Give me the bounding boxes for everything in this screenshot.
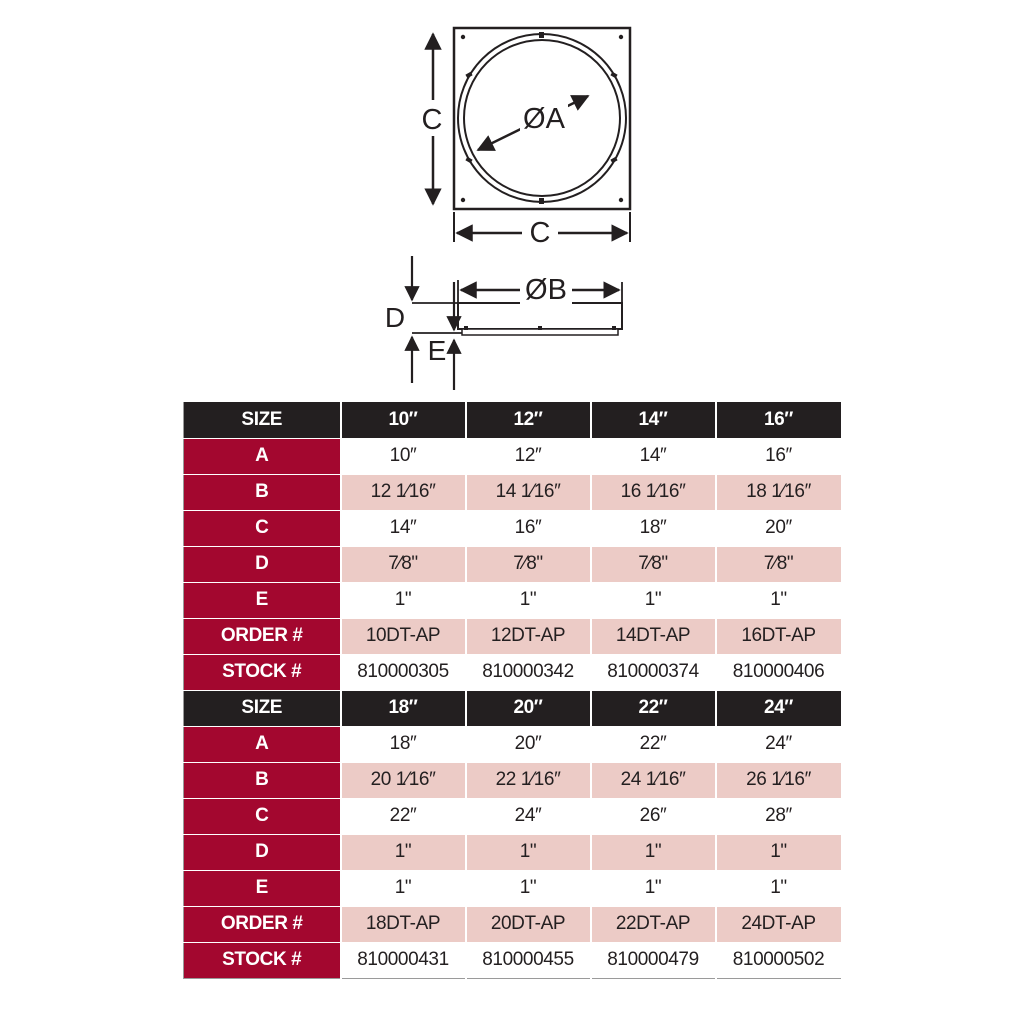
table-cell: 810000305 bbox=[341, 654, 466, 690]
row-label: B bbox=[184, 474, 341, 510]
table-row-b bbox=[184, 762, 841, 798]
table-cell: 22DT-AP bbox=[591, 906, 716, 942]
table-cell: 10DT-AP bbox=[341, 618, 466, 654]
table-cell: 26″ bbox=[591, 798, 716, 834]
depth-d-label: D bbox=[384, 302, 406, 333]
table-cell: 1" bbox=[341, 582, 466, 618]
table-cell: 24″ bbox=[716, 726, 841, 762]
table-cell: 1" bbox=[716, 870, 841, 906]
table-cell: 810000374 bbox=[591, 654, 716, 690]
table-cell: 1" bbox=[341, 834, 466, 870]
row-label: D bbox=[184, 834, 341, 870]
table-cell: 18″ bbox=[591, 510, 716, 546]
size-header-cell: 12″ bbox=[466, 402, 591, 438]
table-cell: 16 1⁄16″ bbox=[591, 474, 716, 510]
table-cell: 12DT-AP bbox=[466, 618, 591, 654]
table-cell: 1" bbox=[591, 834, 716, 870]
table-cell: 7⁄8" bbox=[591, 546, 716, 582]
size-header-row bbox=[184, 690, 841, 726]
size-header-row bbox=[184, 402, 841, 438]
table-cell: 810000342 bbox=[466, 654, 591, 690]
table-row-e bbox=[184, 582, 841, 618]
table-cell: 16″ bbox=[716, 438, 841, 474]
table-cell: 1" bbox=[591, 870, 716, 906]
table-cell: 12″ bbox=[466, 438, 591, 474]
table-cell: 810000502 bbox=[716, 942, 841, 978]
table-cell: 810000431 bbox=[341, 942, 466, 978]
table-row-order bbox=[184, 618, 841, 654]
table-row-e bbox=[184, 870, 841, 906]
table-cell: 18DT-AP bbox=[341, 906, 466, 942]
width-c-label: C bbox=[529, 217, 551, 249]
table-cell: 22″ bbox=[591, 726, 716, 762]
size-header-cell: 14″ bbox=[591, 402, 716, 438]
table-cell: 22 1⁄16″ bbox=[466, 762, 591, 798]
table-cell: 14 1⁄16″ bbox=[466, 474, 591, 510]
row-label: C bbox=[184, 798, 341, 834]
table-cell: 7⁄8" bbox=[716, 546, 841, 582]
table-cell: 10″ bbox=[341, 438, 466, 474]
top-view bbox=[418, 28, 630, 249]
table-cell: 1" bbox=[466, 582, 591, 618]
collar-side-profile bbox=[458, 303, 622, 329]
table-cell: 20DT-AP bbox=[466, 906, 591, 942]
row-label: STOCK # bbox=[184, 654, 341, 690]
row-label: B bbox=[184, 762, 341, 798]
size-header-label: SIZE bbox=[184, 690, 341, 726]
table-cell: 7⁄8" bbox=[466, 546, 591, 582]
table-cell: 20″ bbox=[716, 510, 841, 546]
height-c-label: C bbox=[421, 104, 443, 136]
size-header-label: SIZE bbox=[184, 402, 341, 438]
size-header-cell: 22″ bbox=[591, 690, 716, 726]
table-cell: 28″ bbox=[716, 798, 841, 834]
size-header-cell: 20″ bbox=[466, 690, 591, 726]
table-cell: 16″ bbox=[466, 510, 591, 546]
table-cell: 14DT-AP bbox=[591, 618, 716, 654]
table-cell: 24 1⁄16″ bbox=[591, 762, 716, 798]
table-cell: 24DT-AP bbox=[716, 906, 841, 942]
row-label: D bbox=[184, 546, 341, 582]
size-header-cell: 16″ bbox=[716, 402, 841, 438]
table-row-b bbox=[184, 474, 841, 510]
size-header-cell: 24″ bbox=[716, 690, 841, 726]
table-cell: 22″ bbox=[341, 798, 466, 834]
row-label: STOCK # bbox=[184, 942, 341, 978]
table-cell: 24″ bbox=[466, 798, 591, 834]
table-cell: 1" bbox=[466, 834, 591, 870]
table-row-a bbox=[184, 726, 841, 762]
table-row-c bbox=[184, 510, 841, 546]
row-label: A bbox=[184, 438, 341, 474]
table-cell: 7⁄8" bbox=[341, 546, 466, 582]
table-cell: 810000406 bbox=[716, 654, 841, 690]
diameter-a-label: ØA bbox=[523, 103, 565, 135]
table-cell: 18″ bbox=[341, 726, 466, 762]
table-cell: 14″ bbox=[591, 438, 716, 474]
row-label: E bbox=[184, 582, 341, 618]
table-row-d bbox=[184, 546, 841, 582]
row-label: E bbox=[184, 870, 341, 906]
table-cell: 810000455 bbox=[466, 942, 591, 978]
size-header-cell: 10″ bbox=[341, 402, 466, 438]
row-label: ORDER # bbox=[184, 906, 341, 942]
flange-e-label: E bbox=[427, 335, 447, 366]
table-row-stock bbox=[184, 654, 841, 690]
side-view bbox=[385, 256, 622, 390]
table-cell: 20 1⁄16″ bbox=[341, 762, 466, 798]
table-row-a bbox=[184, 438, 841, 474]
table-row-c bbox=[184, 798, 841, 834]
table-cell: 16DT-AP bbox=[716, 618, 841, 654]
table-cell: 1" bbox=[591, 582, 716, 618]
table-cell: 20″ bbox=[466, 726, 591, 762]
table-cell: 1" bbox=[716, 582, 841, 618]
table-row-d bbox=[184, 834, 841, 870]
table-cell: 12 1⁄16″ bbox=[341, 474, 466, 510]
row-label: ORDER # bbox=[184, 618, 341, 654]
size-header-cell: 18″ bbox=[341, 690, 466, 726]
table-cell: 18 1⁄16″ bbox=[716, 474, 841, 510]
table-cell: 810000479 bbox=[591, 942, 716, 978]
table-cell: 1" bbox=[716, 834, 841, 870]
diameter-b-label: ØB bbox=[525, 274, 567, 306]
table-row-order bbox=[184, 906, 841, 942]
specification-table bbox=[183, 402, 841, 979]
row-label: A bbox=[184, 726, 341, 762]
table-row-stock bbox=[184, 942, 841, 978]
table-cell: 1" bbox=[466, 870, 591, 906]
table-cell: 26 1⁄16″ bbox=[716, 762, 841, 798]
table-cell: 14″ bbox=[341, 510, 466, 546]
row-label: C bbox=[184, 510, 341, 546]
dimension-drawing bbox=[0, 0, 1024, 400]
table-cell: 1" bbox=[341, 870, 466, 906]
table-body bbox=[184, 402, 841, 978]
